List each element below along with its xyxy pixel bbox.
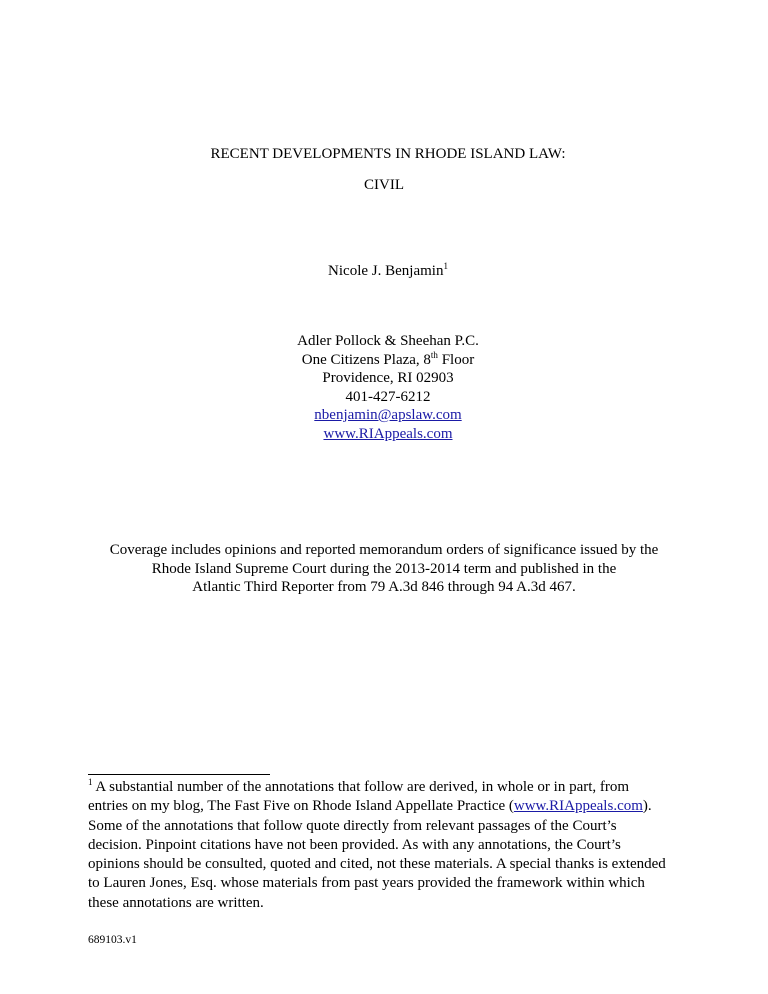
city-state-zip: Providence, RI 02903 — [322, 370, 454, 386]
footnote-separator — [88, 774, 270, 775]
website-link[interactable]: www.RIAppeals.com — [323, 425, 453, 442]
document-number: 689103.v1 — [88, 934, 137, 946]
firm-name: Adler Pollock & Sheehan P.C. — [297, 333, 479, 349]
title-line-1: RECENT DEVELOPMENTS IN RHODE ISLAND LAW: — [210, 146, 566, 162]
footnote-text: ). — [642, 798, 652, 815]
coverage-line: Coverage includes opinions and reported memorandum orders of significance issued by the — [109, 542, 659, 558]
author-footnote-marker[interactable]: 1 — [443, 261, 448, 271]
footnote-text: A substantial number of the annotations that follow are derived, in whole or in part, from — [92, 779, 630, 795]
footnote-line — [88, 778, 688, 797]
street-suffix: Floor — [437, 351, 475, 368]
street-address — [4, 351, 768, 370]
street-text: One Citizens Plaza, 8 — [301, 351, 431, 368]
footnote-line: these annotations are written. — [88, 894, 264, 911]
coverage-statement — [0, 541, 768, 597]
author-name-block — [4, 262, 768, 281]
footnote-line: decision. Pinpoint citations have not been provided. As with any annotations, the Court’s — [88, 836, 621, 853]
street-ordinal: th — [430, 349, 438, 360]
footnote-marker: 1 — [88, 777, 93, 787]
footnote-line: to Lauren Jones, Esq. whose materials from past years provided the framework within which — [88, 875, 645, 892]
footnote-line — [88, 797, 688, 816]
footnote — [88, 778, 688, 913]
footnote-text: entries on my blog, The Fast Five on Rhode Island Appellate Practice ( — [88, 798, 514, 815]
footnote-line: Some of the annotations that follow quote directly from relevant passages of the Court’s — [88, 817, 617, 834]
email-link[interactable]: nbenjamin@apslaw.com — [314, 407, 462, 423]
coverage-line: Rhode Island Supreme Court during the 2013-2014 term and published in the — [151, 560, 617, 577]
title-line-2: CIVIL — [364, 177, 404, 193]
phone-number: 401-427-6212 — [345, 388, 431, 405]
footnote-line: opinions should be consulted, quoted and cited, not these materials. A special thanks is extended — [88, 856, 666, 873]
coverage-line: Atlantic Third Reporter from 79 A.3d 846 through 94 A.3d 467. — [192, 579, 576, 595]
footnote-blog-link[interactable]: www.RIAppeals.com — [513, 798, 643, 815]
author-name: Nicole J. Benjamin — [328, 263, 444, 279]
address-block — [4, 332, 768, 443]
